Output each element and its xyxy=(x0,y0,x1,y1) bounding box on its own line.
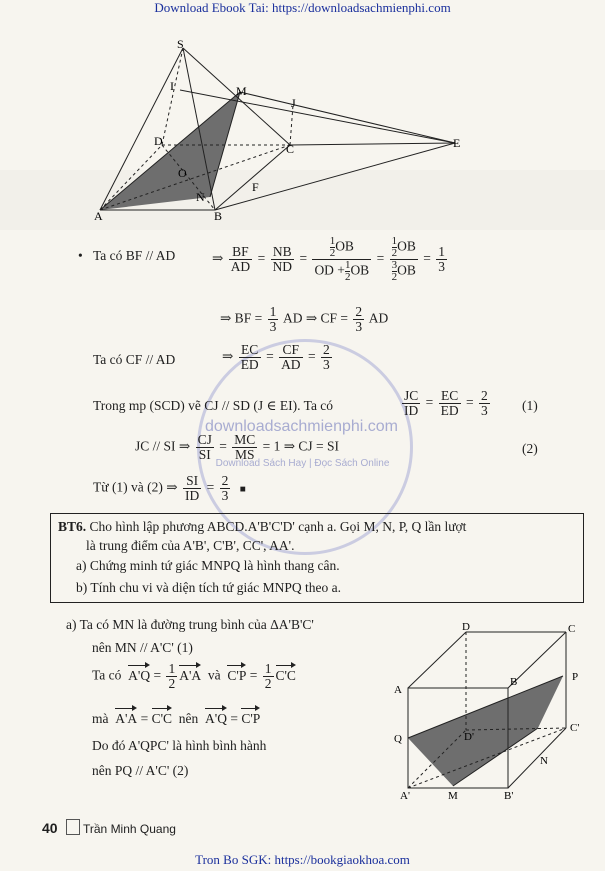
bullet-icon: • xyxy=(78,248,83,263)
book-icon xyxy=(66,819,80,835)
page-number: 40 xyxy=(42,820,58,836)
proof-line4-text: Trong mp (SCD) vẽ CJ // SD (J ∈ EI). Ta có xyxy=(93,398,334,413)
label-m: M xyxy=(448,790,458,802)
line-me xyxy=(240,92,455,143)
line-ce xyxy=(290,143,455,145)
watermark-text: downloadsachmienphi.com xyxy=(205,418,398,435)
exercise-statement: BT6. Cho hình lập phương ABCD.A'B'C'D' cạnh a. Gọi M, N, P, Q lần lượt là trung điểm của A'B', C'B', CC', AA'. a) Chứng minh tứ giác MNPQ là hình thang cân. b) Tính chu vi và diện tích tứ giác MNPQ theo a. xyxy=(58,517,578,597)
solution-line5: Do đó A'QPC' là hình bình hành xyxy=(92,738,267,753)
proof-line4-tag: (1) xyxy=(522,398,538,413)
label-j: J xyxy=(291,96,296,110)
author-name: Trần Minh Quang xyxy=(83,822,176,836)
shaded-quadrilateral-mnpq xyxy=(408,676,563,786)
label-b-prime: B' xyxy=(504,790,514,802)
label-a: A xyxy=(394,684,402,696)
pyramid-figure xyxy=(80,35,470,225)
label-o: O xyxy=(178,166,187,180)
label-i: I xyxy=(170,79,174,93)
label-p: P xyxy=(572,671,579,683)
label-m: M xyxy=(236,84,247,98)
proof-line2: ⇒ BF = $\frac{1}{3}$ AD ⇒ CF = $\frac{2}{3}$ AD xyxy=(220,304,389,334)
label-c: C xyxy=(568,623,576,635)
solution-line4: mà A'A = C'C nên A'Q = C'P xyxy=(92,711,261,726)
end-of-proof-icon: ■ xyxy=(239,483,246,495)
proof-line6-math: Từ (1) và (2) ⇒ $\frac{SI}{ID}$ = $\frac{2}{3}$ ■ xyxy=(93,473,246,503)
proof-line3-math: ⇒ $\frac{EC}{ED}$ = $\frac{CF}{AD}$ = $\frac{2}{3}$ xyxy=(222,342,330,372)
cube-figure xyxy=(388,618,588,808)
label-d: D xyxy=(154,134,163,148)
solution-line3: Ta có A'Q = $\frac{1}{2}$ A'A và C'P = $\frac{1}{2}$ C'C xyxy=(92,661,296,691)
proof-line5-math: JC // SI ⇒ $\frac{CJ}{SI}$ = $\frac{MC}{MS}$ = 1 ⇒ CJ = SI xyxy=(135,432,340,462)
label-e: E xyxy=(453,136,461,150)
label-q: Q xyxy=(394,733,402,745)
watermark-subtext: Download Sách Hay | Đọc Sách Online xyxy=(215,458,390,469)
solution-line2: nên MN // A'C' (1) xyxy=(92,640,193,655)
solution-line6: nên PQ // A'C' (2) xyxy=(92,763,189,778)
label-f: F xyxy=(252,180,259,194)
edge-ad xyxy=(408,632,466,688)
label-b: B xyxy=(214,209,223,223)
label-c: C xyxy=(286,142,295,156)
proof-line3-text: Ta có CF // AD xyxy=(93,352,176,367)
header-link-bottom[interactable]: Tron Bo SGK: https://bookgiaokhoa.com xyxy=(195,852,410,867)
exercise-part-b: b) Tính chu vi và diện tích tứ giác MNPQ theo a. xyxy=(76,580,342,595)
proof-line5-tag: (2) xyxy=(522,441,538,456)
header-link-top[interactable]: Download Ebook Tai: https://downloadsachmienphi.com xyxy=(154,0,451,15)
label-a-prime: A' xyxy=(400,790,410,802)
label-b: B xyxy=(510,676,518,688)
proof-line4-math: $\frac{JC}{ID}$ = $\frac{EC}{ED}$ = $\frac{2}{3}$ xyxy=(404,388,488,418)
proof-line1-math: ⇒ $\frac{BF}{AD}$ = $\frac{NB}{ND}$ = $\frac{1}{2}$ OB OD + $\frac{1}{2}$ OB = $\frac{1}{2}$ OB $\frac{3}{2}$ OB = $\frac{1}{3}$ xyxy=(212,235,445,283)
label-a: A xyxy=(94,209,103,223)
line-be xyxy=(215,143,455,210)
exercise-title: BT6. xyxy=(58,519,87,534)
label-c-prime: C' xyxy=(570,722,580,734)
label-n: N xyxy=(196,190,205,204)
label-d-prime: D' xyxy=(464,731,474,743)
edge-bc xyxy=(215,145,290,210)
solution-line1: a) Ta có MN là đường trung bình của ΔA'B'C' xyxy=(66,617,314,632)
proof-line1-text: Ta có BF // AD xyxy=(93,248,176,263)
label-s: S xyxy=(177,37,184,51)
edge-sd xyxy=(162,48,183,145)
label-d: D xyxy=(462,621,470,633)
exercise-part-a: a) Chứng minh tứ giác MNPQ là hình thang cân. xyxy=(76,558,340,573)
label-n: N xyxy=(540,755,548,767)
